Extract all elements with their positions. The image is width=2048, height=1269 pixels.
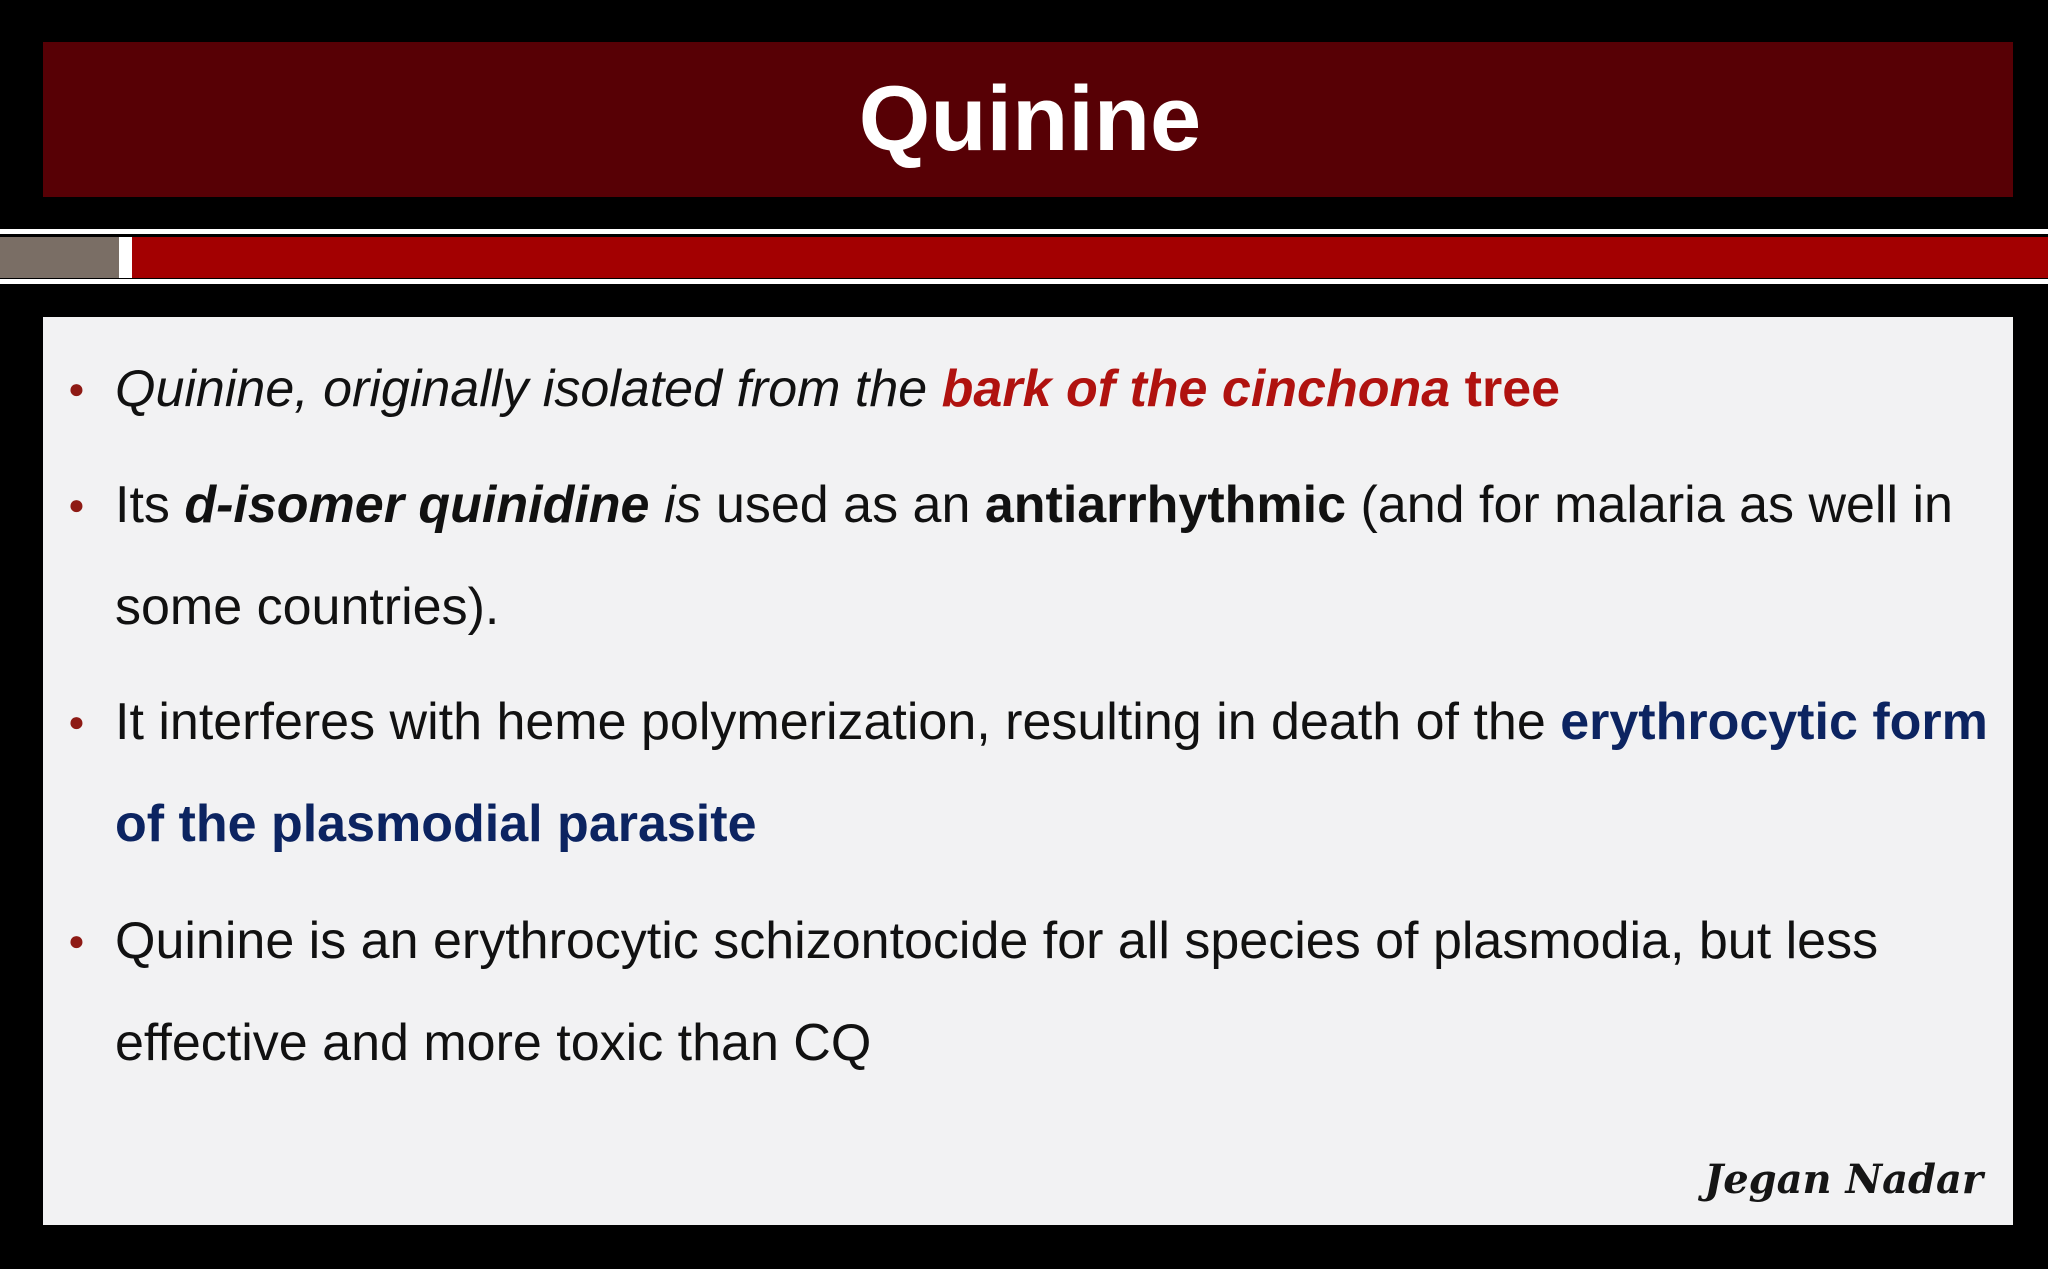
accent-band-gray	[0, 237, 119, 278]
bullet-text: used as an	[701, 476, 985, 534]
bullet-text: It interferes with heme polymerization, resulting in death of the	[115, 693, 1561, 751]
bullet-text-emphasis: d-isomer quinidine	[184, 476, 650, 534]
bullet-text: Its	[115, 476, 185, 534]
bullet-text: Quinine, originally isolated from the	[115, 360, 942, 418]
bullet-item	[68, 890, 2005, 1094]
slide-title: Quinine	[858, 68, 1202, 170]
bullet-text: Quinine is an erythrocytic schizontocide for all species of plasmodia, but less effective and more toxic than CQ	[115, 912, 1879, 1072]
bullet-dot-icon: ●	[68, 925, 85, 956]
accent-band-red	[132, 237, 2048, 278]
bullet-text-highlight: erythrocytic form of the plasmodial parasite	[115, 693, 1988, 853]
bullet-item	[68, 454, 2005, 658]
accent-band-gap	[119, 237, 132, 278]
title-bar	[43, 42, 2013, 197]
bullet-text-emphasis: is	[663, 476, 702, 534]
bullet-text	[649, 476, 663, 534]
author-signature: Jegan Nadar	[1704, 1156, 1983, 1203]
bullet-item	[68, 671, 2005, 875]
bullet-item	[68, 338, 2005, 440]
slide-content	[43, 317, 2013, 1225]
bullet-dot-icon: ●	[68, 489, 85, 520]
divider-line-top	[0, 229, 2048, 234]
bullet-text-emphasis: antiarrhythmic	[984, 476, 1347, 534]
bullet-text-highlight: tree	[1450, 360, 1561, 418]
bullet-dot-icon: ●	[68, 706, 85, 737]
bullet-text: (and for malaria as well in some countries).	[115, 476, 1953, 636]
bullet-text-highlight: bark of the cinchona	[941, 360, 1451, 418]
divider-line-bottom	[0, 279, 2048, 284]
bullet-dot-icon: ●	[68, 373, 85, 404]
